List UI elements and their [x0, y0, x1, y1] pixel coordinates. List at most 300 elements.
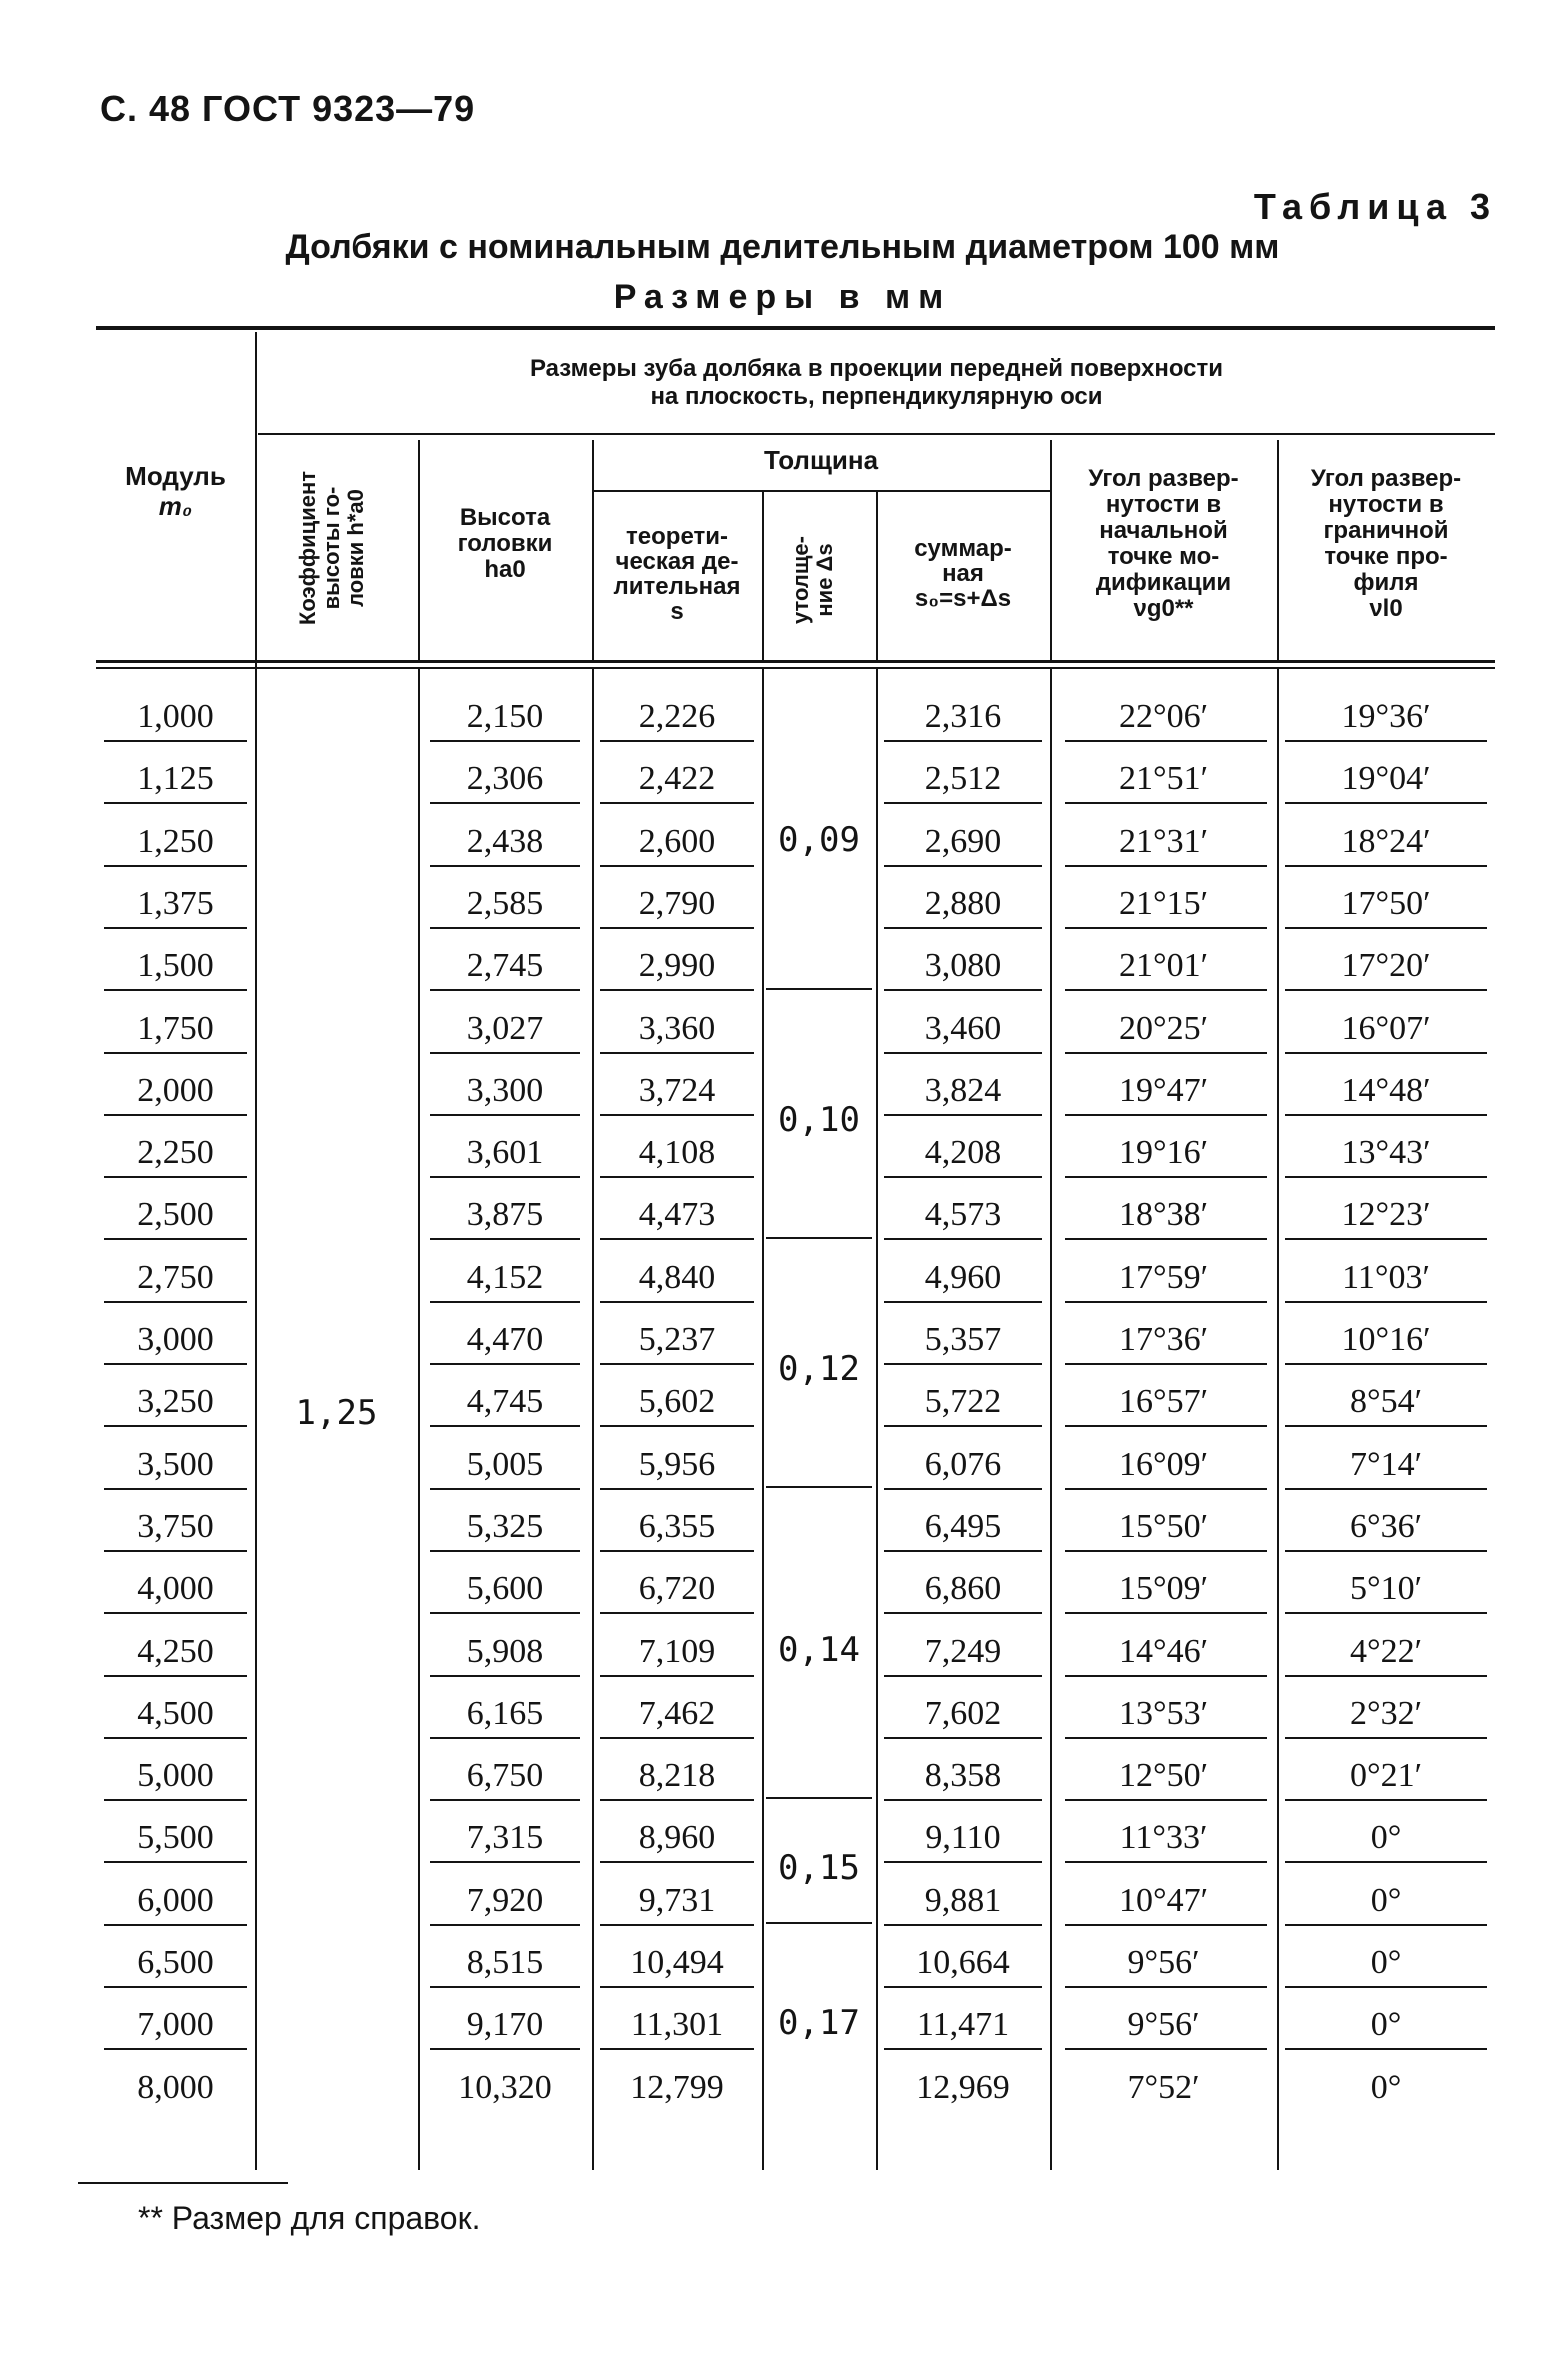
table-cell: 7,602 [924, 1694, 1002, 1732]
row-underline [884, 989, 1042, 991]
table-cell: 2,790 [638, 884, 716, 922]
row-underline [1065, 1924, 1267, 1926]
table-cell: 14°46′ [1118, 1632, 1209, 1670]
module-header-label: Модуль [125, 461, 226, 491]
table-cell: 3,601 [466, 1134, 544, 1172]
table-cell: 2,745 [466, 947, 544, 985]
angle-start-header: дификации [1095, 569, 1232, 596]
table-cell: 0° [1370, 2068, 1402, 2106]
row-underline [104, 1612, 247, 1614]
table-cell: 5,908 [466, 1632, 544, 1670]
row-underline [1285, 1737, 1487, 1739]
table-cell: 6,355 [638, 1507, 716, 1545]
table-cell: 17°36′ [1118, 1321, 1209, 1358]
row-underline [104, 2048, 247, 2050]
row-underline [1285, 1550, 1487, 1552]
table-cell: 5,500 [137, 1819, 214, 1857]
row-underline [600, 802, 754, 804]
table-cell: 4,470 [466, 1321, 544, 1358]
angle-bound-header: точке про- [1324, 543, 1448, 570]
row-underline [430, 1238, 580, 1240]
table-cell: 3,750 [137, 1507, 214, 1545]
table-cell: 13°43′ [1341, 1134, 1431, 1172]
table-cell: 5,325 [466, 1507, 544, 1545]
row-underline [430, 1799, 580, 1801]
thickening-value: 0,14 [778, 1629, 860, 1670]
row-underline [430, 1861, 580, 1863]
table-cell: 4,152 [466, 1258, 544, 1296]
row-underline [104, 802, 247, 804]
row-underline [1065, 1550, 1267, 1552]
table-cell: 5,000 [137, 1757, 214, 1795]
row-underline [1285, 1612, 1487, 1614]
table-cell: 21°51′ [1118, 760, 1209, 798]
table-cell: 0° [1370, 1881, 1402, 1919]
row-underline [1065, 1052, 1267, 1054]
table-cell: 4,960 [924, 1258, 1002, 1296]
table-cell: 8,960 [638, 1819, 716, 1857]
thickening-value: 0,10 [778, 1100, 860, 1141]
row-underline [104, 1363, 247, 1365]
table-cell: 21°31′ [1118, 822, 1209, 860]
table-cell: 5,722 [924, 1383, 1002, 1421]
row-underline [600, 1301, 754, 1303]
thickening-group-rule [766, 1922, 872, 1924]
thickening-header [789, 520, 849, 640]
table-cell: 1,500 [137, 947, 214, 985]
table-cell: 3,360 [638, 1009, 716, 1047]
row-underline [600, 1924, 754, 1926]
coef-header-line: ловки h*a0 [343, 489, 368, 607]
row-underline [1065, 1301, 1267, 1303]
table-cell: 2,990 [638, 947, 716, 985]
table-cell: 4,573 [924, 1196, 1002, 1234]
theoretical-header: s [670, 598, 684, 625]
row-underline [430, 1924, 580, 1926]
table-cell: 5,005 [466, 1445, 544, 1483]
angle-start-header: точке мо- [1107, 543, 1220, 570]
table-cell: 8,000 [137, 2068, 214, 2106]
row-underline [430, 2048, 580, 2050]
row-underline [104, 1488, 247, 1490]
table-cell: 2,150 [466, 698, 544, 735]
row-underline [1285, 1861, 1487, 1863]
table-cell: 11,301 [630, 2006, 724, 2044]
table-cell: 6,720 [638, 1570, 716, 1608]
thickening-value: 0,09 [778, 819, 860, 860]
row-underline [600, 1052, 754, 1054]
thickness-header: Толщина [763, 445, 879, 475]
table-cell: 22°06′ [1118, 698, 1209, 735]
thickening-group-rule [766, 1237, 872, 1239]
table-cell: 10,664 [916, 1944, 1010, 1981]
table-cell: 1,000 [137, 698, 214, 735]
coef-header [296, 443, 376, 653]
table-cell: 6°36′ [1349, 1507, 1423, 1545]
table-top-rule [96, 326, 1495, 330]
row-underline [600, 1861, 754, 1863]
row-underline [1285, 1924, 1487, 1926]
row-underline [430, 927, 580, 929]
table-cell: 21°01′ [1118, 947, 1209, 985]
table-cell: 5°10′ [1349, 1570, 1423, 1608]
table-cell: 13°53′ [1118, 1694, 1209, 1732]
row-underline [884, 740, 1042, 742]
table-cell: 1,750 [137, 1009, 214, 1047]
table-cell: 3,027 [466, 1009, 544, 1047]
table-cell: 5,602 [638, 1383, 716, 1421]
row-underline [1065, 740, 1267, 742]
table-cell: 19°04′ [1341, 760, 1431, 798]
thickness-rule [592, 490, 1050, 492]
row-underline [430, 1176, 580, 1178]
row-underline [104, 1799, 247, 1801]
table-cell: 6,165 [466, 1694, 544, 1732]
row-underline [104, 1238, 247, 1240]
row-underline [1065, 927, 1267, 929]
angle-bound-header: νl0 [1369, 595, 1403, 622]
row-underline [1065, 989, 1267, 991]
row-underline [430, 1737, 580, 1739]
table-cell: 3,875 [466, 1196, 544, 1234]
row-underline [430, 989, 580, 991]
table-cell: 17°20′ [1341, 947, 1431, 985]
table-cell: 2,880 [924, 884, 1002, 922]
table-cell: 7,462 [638, 1694, 716, 1732]
head-height-header: головки [457, 530, 553, 557]
angle-start-header: νg0** [1133, 595, 1194, 622]
row-underline [884, 802, 1042, 804]
table-cell: 2,226 [638, 698, 716, 735]
row-underline [1285, 989, 1487, 991]
row-underline [600, 927, 754, 929]
row-underline [884, 1114, 1042, 1116]
table-cell: 8,515 [466, 1944, 544, 1981]
row-underline [104, 1052, 247, 1054]
row-underline [600, 740, 754, 742]
row-underline [600, 865, 754, 867]
table-cell: 4,840 [638, 1258, 716, 1296]
row-underline [104, 1425, 247, 1427]
table-cell: 2,000 [137, 1071, 214, 1109]
table-title: Долбяки с номинальным делительным диаметром 100 мм [285, 228, 1280, 266]
table-cell: 4,000 [137, 1570, 214, 1608]
row-underline [430, 1675, 580, 1677]
table-cell: 6,500 [137, 1944, 214, 1981]
table-cell: 4,208 [924, 1134, 1002, 1172]
table-cell: 4,500 [137, 1694, 214, 1732]
coef-header-line: высоты го- [319, 486, 344, 610]
row-underline [600, 1488, 754, 1490]
angle-bound-header: Угол развер- [1310, 465, 1462, 492]
row-underline [1065, 1425, 1267, 1427]
header-bottom-rule-2 [96, 667, 1495, 669]
row-underline [104, 740, 247, 742]
row-underline [1285, 1799, 1487, 1801]
table-cell: 2,316 [924, 698, 1002, 735]
row-underline [104, 1675, 247, 1677]
table-cell: 18°38′ [1118, 1196, 1209, 1234]
row-underline [104, 1986, 247, 1988]
table-cell: 8°54′ [1349, 1383, 1423, 1421]
table-cell: 3,724 [638, 1071, 716, 1109]
table-cell: 12,799 [630, 2068, 724, 2106]
row-underline [104, 989, 247, 991]
body-col-line [762, 669, 764, 2170]
table-cell: 11°03′ [1342, 1258, 1430, 1296]
row-underline [1065, 1986, 1267, 1988]
row-underline [600, 1612, 754, 1614]
angle-start-header: нутости в [1105, 491, 1222, 518]
row-underline [600, 1550, 754, 1552]
footnote: ** Размер для справок. [138, 2200, 481, 2236]
row-underline [600, 1176, 754, 1178]
thickening-value: 0,12 [778, 1349, 860, 1390]
row-underline [430, 1488, 580, 1490]
table-cell: 20°25′ [1118, 1009, 1209, 1047]
table-cell: 3,824 [924, 1071, 1002, 1109]
table-cell: 12°23′ [1341, 1196, 1431, 1234]
angle-bound-header: граничной [1323, 517, 1449, 544]
row-underline [430, 1301, 580, 1303]
table-cell: 10°16′ [1341, 1321, 1431, 1358]
table-cell: 1,125 [137, 760, 214, 798]
row-underline [104, 1550, 247, 1552]
table-cell: 8,358 [924, 1757, 1002, 1795]
table-cell: 9,731 [638, 1881, 716, 1919]
row-underline [1065, 2048, 1267, 2050]
row-underline [600, 1114, 754, 1116]
table-cell: 7,000 [137, 2006, 214, 2044]
table-cell: 2,600 [638, 822, 716, 860]
angle-start-header: начальной [1099, 517, 1228, 544]
row-underline [104, 1301, 247, 1303]
table-cell: 6,495 [924, 1507, 1002, 1545]
table-cell: 2,750 [137, 1258, 214, 1296]
table-cell: 16°09′ [1118, 1445, 1209, 1483]
table-cell: 15°50′ [1118, 1507, 1209, 1545]
row-underline [430, 865, 580, 867]
row-underline [104, 865, 247, 867]
row-underline [600, 1363, 754, 1365]
table-cell: 4,108 [638, 1134, 716, 1172]
row-underline [884, 1363, 1042, 1365]
row-underline [104, 1861, 247, 1863]
row-underline [430, 1612, 580, 1614]
row-underline [1065, 1675, 1267, 1677]
table-cell: 2°32′ [1349, 1694, 1423, 1732]
row-underline [1285, 1052, 1487, 1054]
table-cell: 3,500 [137, 1445, 214, 1483]
row-underline [1065, 1363, 1267, 1365]
group-header-line1: Размеры зуба долбяка в проекции передней поверхности [529, 355, 1224, 382]
row-underline [884, 1052, 1042, 1054]
row-underline [600, 1425, 754, 1427]
row-underline [600, 2048, 754, 2050]
row-underline [884, 1238, 1042, 1240]
row-underline [1285, 1986, 1487, 1988]
table-cell: 3,460 [924, 1009, 1002, 1047]
angle-start-header: Угол развер- [1088, 465, 1239, 492]
table-cell: 7°52′ [1127, 2068, 1200, 2106]
row-underline [1065, 802, 1267, 804]
table-cell: 4,745 [466, 1383, 544, 1421]
table-cell: 9,170 [466, 2006, 544, 2044]
thickening-header-line: утолще- [788, 536, 813, 624]
row-underline [884, 1737, 1042, 1739]
total-header: s₀=s+Δs [914, 585, 1012, 612]
theoretical-header: теорети- [626, 523, 728, 550]
table-cell: 6,750 [466, 1757, 544, 1795]
table-cell: 19°47′ [1118, 1071, 1209, 1109]
table-cell: 7,315 [466, 1819, 544, 1857]
angle-bound-header: филя [1353, 569, 1419, 596]
table-cell: 3,080 [924, 947, 1002, 985]
row-underline [104, 1737, 247, 1739]
row-underline [884, 1799, 1042, 1801]
table-cell: 10°47′ [1118, 1881, 1209, 1919]
row-underline [430, 1363, 580, 1365]
row-underline [1285, 927, 1487, 929]
table-cell: 9,881 [924, 1881, 1002, 1919]
table-cell: 6,076 [924, 1445, 1002, 1483]
table-cell: 10,320 [458, 2068, 552, 2106]
row-underline [600, 1238, 754, 1240]
table-cell: 19°16′ [1118, 1134, 1209, 1172]
row-underline [884, 1488, 1042, 1490]
table-cell: 6,860 [924, 1570, 1002, 1608]
thickening-group-rule [766, 1797, 872, 1799]
table-cell: 5,600 [466, 1570, 544, 1608]
row-underline [600, 1675, 754, 1677]
table-cell: 14°48′ [1341, 1071, 1431, 1109]
row-underline [884, 1861, 1042, 1863]
table-cell: 9°56′ [1127, 2006, 1200, 2044]
row-underline [1285, 1301, 1487, 1303]
row-underline [1285, 1425, 1487, 1427]
coef-header-line: Коэффициент [295, 470, 320, 626]
row-underline [600, 1799, 754, 1801]
thickening-value: 0,17 [778, 2003, 860, 2044]
row-underline [430, 740, 580, 742]
group-header-line2: на плоскость, перпендикулярную оси [650, 383, 1103, 410]
coef-value: 1,25 [295, 1393, 378, 1433]
table-cell: 17°59′ [1118, 1258, 1209, 1296]
table-label: Таблица 3 [1253, 186, 1497, 227]
table-cell: 5,237 [638, 1321, 716, 1358]
row-underline [430, 1114, 580, 1116]
row-underline [1065, 1861, 1267, 1863]
row-underline [600, 1986, 754, 1988]
total-header: суммар- [914, 535, 1012, 562]
thickening-value: 0,15 [778, 1847, 860, 1888]
thickening-group-rule [766, 1486, 872, 1488]
module-header-symbol: m₀ [158, 491, 193, 521]
angle-bound-header: нутости в [1328, 491, 1444, 518]
table-cell: 6,000 [137, 1881, 214, 1919]
row-underline [884, 1425, 1042, 1427]
table-cell: 4°22′ [1349, 1632, 1423, 1670]
table-cell: 12,969 [916, 2068, 1010, 2106]
table-cell: 4,250 [137, 1632, 214, 1670]
row-underline [104, 927, 247, 929]
table-cell: 2,585 [466, 884, 544, 922]
table-cell: 18°24′ [1341, 822, 1431, 860]
header-bottom-rule [96, 660, 1495, 663]
row-underline [884, 1924, 1042, 1926]
table-cell: 2,690 [924, 822, 1002, 860]
table-cell: 12°50′ [1118, 1757, 1209, 1795]
row-underline [1065, 1799, 1267, 1801]
row-underline [600, 989, 754, 991]
row-underline [884, 2048, 1042, 2050]
table-cell: 3,300 [466, 1071, 544, 1109]
table-cell: 2,250 [137, 1134, 214, 1172]
table-cell: 0° [1370, 1819, 1402, 1857]
table-cell: 11°33′ [1119, 1819, 1208, 1857]
thickening-header-line: ние Δs [812, 543, 837, 617]
head-height-header: ha0 [484, 556, 526, 583]
table-cell: 16°57′ [1118, 1383, 1209, 1421]
row-underline [884, 1176, 1042, 1178]
row-underline [1285, 740, 1487, 742]
theoretical-header: ческая де- [615, 548, 739, 575]
row-underline [1285, 1363, 1487, 1365]
table-cell: 2,438 [466, 822, 544, 860]
table-cell: 2,422 [638, 760, 716, 798]
table-cell: 4,473 [638, 1196, 716, 1234]
table-cell: 19°36′ [1341, 698, 1431, 735]
table-cell: 3,000 [137, 1321, 214, 1358]
row-underline [1285, 1488, 1487, 1490]
theoretical-header: лительная [613, 573, 741, 600]
row-underline [430, 802, 580, 804]
table-cell: 10,494 [630, 1944, 724, 1981]
table-cell: 7°14′ [1349, 1445, 1423, 1483]
row-underline [430, 1986, 580, 1988]
row-underline [1065, 1176, 1267, 1178]
row-underline [1285, 1114, 1487, 1116]
table-cell: 5,357 [924, 1321, 1002, 1358]
table-cell: 17°50′ [1341, 884, 1431, 922]
row-underline [104, 1924, 247, 1926]
row-underline [1285, 1675, 1487, 1677]
row-underline [1065, 1488, 1267, 1490]
table-cell: 8,218 [638, 1757, 716, 1795]
row-underline [1285, 2048, 1487, 2050]
table-cell: 2,306 [466, 760, 544, 798]
row-underline [1285, 865, 1487, 867]
row-underline [884, 927, 1042, 929]
row-underline [1285, 1238, 1487, 1240]
row-underline [600, 1737, 754, 1739]
table-cell: 11,471 [916, 2006, 1010, 2044]
table-cell: 9,110 [925, 1819, 1001, 1857]
table-subtitle: Размеры в мм [613, 278, 952, 316]
row-underline [1285, 802, 1487, 804]
row-underline [1065, 865, 1267, 867]
table-cell: 5,956 [638, 1445, 716, 1483]
table-cell: 2,500 [137, 1196, 214, 1234]
row-underline [884, 865, 1042, 867]
table-cell: 2,512 [924, 760, 1002, 798]
row-underline [884, 1986, 1042, 1988]
row-underline [884, 1612, 1042, 1614]
row-underline [430, 1425, 580, 1427]
group-rule [258, 433, 1495, 435]
row-underline [104, 1114, 247, 1116]
table-cell: 1,250 [137, 822, 214, 860]
